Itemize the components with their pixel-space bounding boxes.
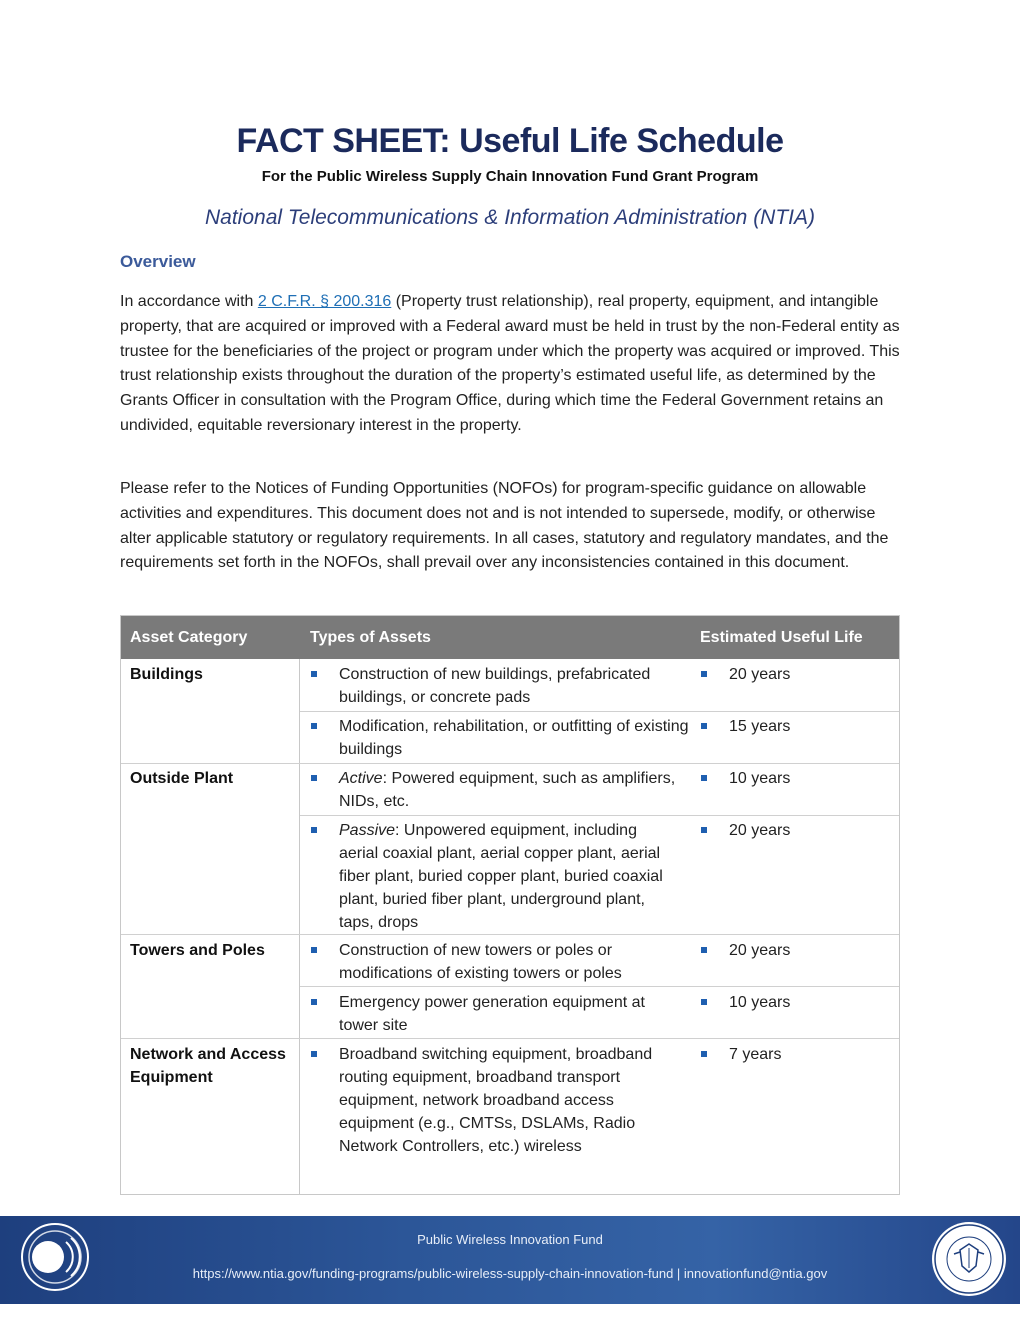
category-towers-and-poles: Towers and Poles (130, 942, 265, 959)
bullet-icon (701, 723, 707, 729)
bullet-icon (701, 999, 707, 1005)
bullet-icon (701, 775, 707, 781)
useful-life-value: 7 years (729, 1046, 782, 1063)
useful-life-value: 15 years (729, 718, 791, 735)
bullet-icon (311, 775, 317, 781)
paragraph-text: (Property trust relationship), real property, equipment, and intangible property, that are acquired or improved with a Federal award must be held in trust by the non-Federal entity as trustee for the beneficiaries of the project or program under which the property was acquired or improved. This trust relationship exists throughout the duration of the property’s estimated useful life, as determined by the Grants Officer in consultation with the Program Office, during which time the Federal Government retains an undivided, equitable reversionary interest in the property. (120, 293, 900, 434)
asset-type: Modification, rehabilitation, or outfitting of existing buildings (339, 718, 689, 758)
footer-program-name: Public Wireless Innovation Fund (417, 1232, 603, 1247)
bullet-icon (311, 1051, 317, 1057)
header-asset-category: Asset Category (130, 629, 248, 646)
asset-type: Emergency power generation equipment at tower site (339, 994, 645, 1034)
bullet-icon (701, 947, 707, 953)
bullet-icon (311, 947, 317, 953)
cfr-link[interactable]: 2 C.F.R. § 200.316 (257, 293, 392, 310)
useful-life-value: 20 years (729, 822, 791, 839)
row-divider (121, 934, 899, 935)
asset-type-text: : Unpowered equipment, including aerial coaxial plant, aerial copper plant, aerial fiber plant, buried copper plant, buried coaxial plant, buried fiber plant, underground plant, taps, drops (339, 822, 663, 931)
header-estimated-useful-life: Estimated Useful Life (700, 629, 863, 646)
asset-type: Construction of new towers or poles or modifications of existing towers or poles (339, 942, 622, 982)
footer-banner (0, 1216, 1020, 1304)
column-divider (299, 659, 300, 1194)
useful-life-value: 20 years (729, 942, 791, 959)
row-divider (300, 711, 899, 712)
agency-name: National Telecommunications & Information Administration (NTIA) (204, 206, 816, 229)
bullet-icon (701, 671, 707, 677)
asset-type-emphasis: Passive (339, 822, 396, 839)
row-divider (121, 763, 899, 764)
useful-life-value: 10 years (729, 770, 791, 787)
useful-life-value: 10 years (729, 994, 791, 1011)
bullet-icon (311, 827, 317, 833)
overview-paragraph-1 (120, 290, 902, 439)
row-divider (300, 815, 899, 816)
useful-life-value: 20 years (729, 666, 791, 683)
overview-heading: Overview (120, 252, 196, 271)
category-buildings: Buildings (130, 666, 203, 683)
bullet-icon (311, 723, 317, 729)
bullet-icon (701, 1051, 707, 1057)
asset-type-text: : Powered equipment, such as amplifiers, NIDs, etc. (339, 770, 676, 810)
asset-type (339, 819, 674, 934)
asset-type: Broadband switching equipment, broadband routing equipment, broadband transport equipment, network broadband access equipment (e.g., CMTSs, DSLAMs, Radio Network Controllers, etc.) wireless (339, 1046, 653, 1155)
category-network-access-equipment: Network and Access Equipment (130, 1046, 286, 1086)
asset-type (339, 767, 689, 813)
bullet-icon (311, 999, 317, 1005)
table-header (121, 616, 899, 659)
footer-contact[interactable]: https://www.ntia.gov/funding-programs/public-wireless-supply-chain-innovation-fund | innovationfund@ntia.gov (192, 1266, 828, 1281)
bullet-icon (311, 671, 317, 677)
overview-paragraph-2: Please refer to the Notices of Funding Opportunities (NOFOs) for program-specific guidance on allowable activities and expenditures. This document does not and is not intended to supersede, modify, or otherwise alter applicable statutory or regulatory requirements. In all cases, statutory and regulatory mandates, and the requirements set forth in the NOFOs, shall prevail over any inconsistencies contained in this document. (120, 480, 889, 572)
row-divider (300, 986, 899, 987)
category-outside-plant: Outside Plant (130, 770, 234, 787)
asset-type-emphasis: Active (339, 770, 383, 787)
asset-type: Construction of new buildings, prefabricated buildings, or concrete pads (339, 666, 651, 706)
header-types-of-assets: Types of Assets (310, 629, 431, 646)
page-subtitle: For the Public Wireless Supply Chain Innovation Fund Grant Program (261, 168, 759, 185)
useful-life-table (120, 615, 900, 1195)
department-of-commerce-seal-icon (930, 1220, 1008, 1298)
paragraph-text: In accordance with (120, 293, 258, 310)
row-divider (121, 1038, 899, 1039)
bullet-icon (701, 827, 707, 833)
page-title: FACT SHEET: Useful Life Schedule (236, 122, 784, 160)
